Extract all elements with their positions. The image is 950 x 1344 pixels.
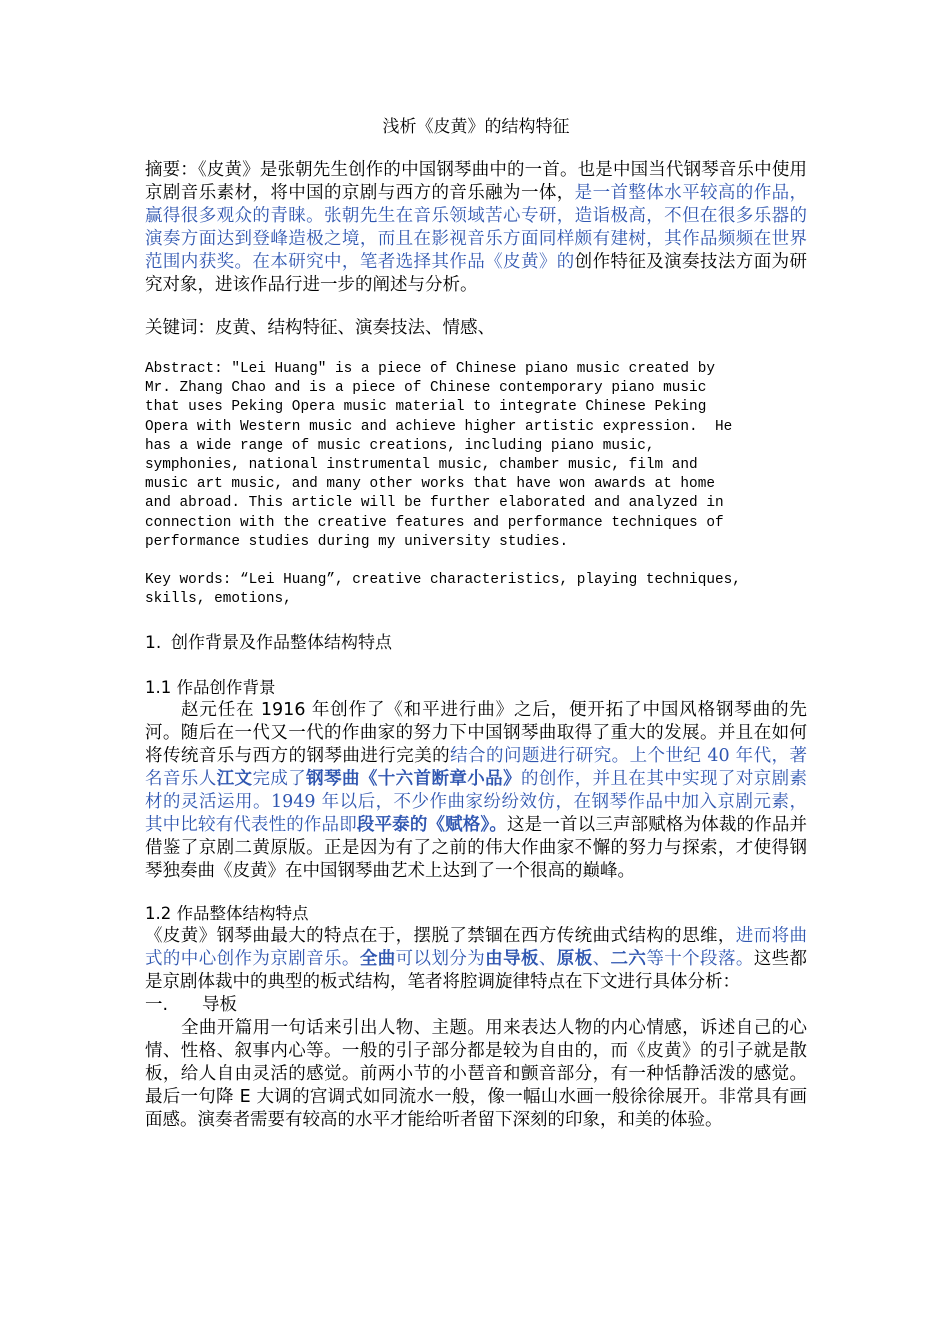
abstract-cn-text: 为研究对象: [145, 252, 808, 295]
body-text: 段平泰的《赋格》: [356, 815, 490, 836]
abstract-cn-text: 赢得很多观众的青睐。张朝先生在音乐领域苦心专研，造诣极高，不但在很多乐器的演奏方面达到登峰造极之境，而且在影视音乐方面同样颇有建树，其作品频频在世界范围内获奖。在本研究中，笔者选择其作品《皮黄》的: [145, 206, 807, 272]
body-text: 结合: [450, 746, 487, 767]
section-1-1-heading: 1.1 作品创作背景: [145, 678, 276, 698]
keywords-en: Key words: “Lei Huang”, creative characteristics, playing techniques, skills, emotions,: [145, 572, 741, 608]
section-1-heading: [145, 632, 807, 655]
body-text: 由导板: [485, 949, 539, 970]
item-number: 一.: [145, 995, 169, 1016]
body-text: 《皮黄》钢琴曲最大的特点在于，摆脱了禁锢在西方传统曲式结构的思维，: [145, 926, 736, 947]
body-text: 全曲: [359, 949, 396, 970]
keywords-cn: 关键词：皮黄、结构特征、演奏技法、情感、: [145, 318, 495, 338]
document-body: [145, 112, 807, 1132]
item-label: 导板: [202, 995, 237, 1016]
body-text: 赵元任在 1916 年创作了《和平进行曲》之后，便开拓了中国风格钢琴曲的先河。随后在一代又一代的作曲家的努力下中国钢琴曲取得了重大的发展。并且在如何将传统音乐与西方的钢琴曲进行完美的: [145, 700, 807, 767]
section-heading-text: 整体结构特点: [290, 633, 392, 654]
body-text: 的问题进行研究。上个世纪 40 年代，著名音乐人: [145, 746, 808, 790]
item-1-body: 全曲开篇用一句话来引出人物、主题。用来表达人物的内心情感，诉述自己的心情、性格、叙事内心等。一般的引子部分都是较为自由的，而《皮黄》的引子就是散板，给人自由灵活的感觉。前两小节的小琶音和颤音部分，有一种恬静活泼的感觉。最后一句降 E 大调的宫调式如同流水一般，像一幅山水画一般徐徐展开。非常具有画面感。演奏者需要有较高的水平才能给听者留下深刻的印象，和美的体验。: [145, 1018, 807, 1131]
abstract-cn-text: 摘要：《皮黄》是张朝先生创作的中国钢琴曲中的一首。也是中国当代钢琴音乐中使用京剧音乐素材，将中国的京剧与西方的音乐融为一体，: [145, 160, 807, 203]
body-text: 等十个段落。: [646, 949, 754, 970]
body-text: 江文: [216, 769, 253, 790]
body-text: 完成了: [252, 769, 307, 790]
body-text: 。: [489, 815, 508, 836]
body-text: 进而将曲式的中心创作为京剧音乐。: [145, 926, 808, 970]
body-text: 可以划分为: [395, 949, 486, 970]
body-text: 在下文进行具体分析：: [565, 972, 740, 993]
abstract-en: Abstract: "Lei Huang" is a piece of Chinese piano music created by Mr. Zhang Chao and is a piece of Chinese contemporary piano music that uses Peking Opera music material to integrate Chinese Peking Opera with Western music and achieve higher artistic expression. He has a wide range of music creations, including piano music, symphonies, national instrumental music, chamber music, film and music art music, and many other works that have won awards at home and abroad. This article will be further elaborated and analyzed in connection with the creative features and performance techniques of performance studies during my university studies.: [145, 361, 733, 550]
abstract-cn-text: 创作特征及演奏技法方面: [574, 252, 772, 272]
abstract-cn-text: 是一首整体水平较高的作品，: [574, 183, 808, 203]
body-text: 、: [538, 949, 557, 970]
item-1-heading: [145, 994, 807, 1017]
section-1-1-body: [145, 699, 807, 883]
abstract-cn-text: 该作品: [232, 275, 285, 295]
body-text: 、: [592, 949, 611, 970]
section-number: 1.: [145, 633, 162, 654]
page-title: 浅析《皮黄》的结构特征: [382, 117, 570, 137]
body-text: 钢琴曲《十六首断章小品》: [306, 769, 521, 790]
body-text: 这些都是京剧体裁中的典型的板式结构，笔者将腔调旋律特点: [145, 949, 808, 993]
section-1-2-body: [145, 925, 807, 994]
section-heading-text: 品: [273, 633, 290, 654]
abstract-cn-text: 行进一步的阐述与分析。: [285, 275, 478, 295]
body-text: 这是一首以三声部赋格为体裁的作品并借鉴了京剧二黄原版。正是因为有了之前的伟大作曲家不懈的努力与探索，才使得钢琴独奏曲《皮黄》在中国钢琴曲艺术上达到了一个很高的巅峰。: [145, 815, 808, 882]
body-text: 的创作，并且在其中实现了对京剧素材的灵活运用。1949 年以后，不少作曲家纷纷效仿，在钢琴作品中加入京剧元素，其中比较有代表性的作品即: [145, 769, 808, 836]
section-heading-text: 创作背景及作: [171, 633, 273, 654]
abstract-cn: [145, 159, 807, 297]
body-text: 二六: [610, 949, 647, 970]
section-1-2-heading: 1.2 作品整体结构特点: [145, 904, 309, 924]
abstract-cn-text: ，进: [197, 275, 233, 295]
body-text: 原板: [556, 949, 593, 970]
